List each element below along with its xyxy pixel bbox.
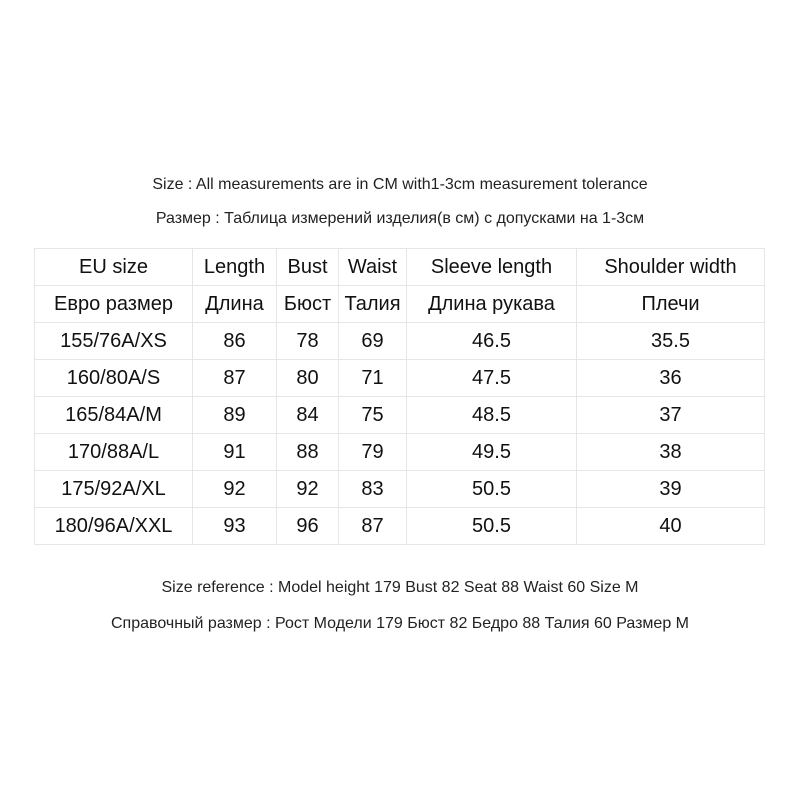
header-cell: Талия — [339, 286, 407, 323]
sleeve-length-cell: 50.5 — [407, 471, 577, 508]
header-cell: Плечи — [577, 286, 765, 323]
header-row-ru — [35, 286, 765, 323]
table-row — [35, 471, 765, 508]
measurement-note-ru: Размер : Таблица измерений изделия(в см) с допусками на 1-3см — [155, 210, 645, 227]
bust-cell: 88 — [277, 434, 339, 471]
header-cell: Shoulder width — [577, 249, 765, 286]
header-cell: Длина — [193, 286, 277, 323]
header-cell: Bust — [277, 249, 339, 286]
bust-cell: 80 — [277, 360, 339, 397]
length-cell: 86 — [193, 323, 277, 360]
sleeve-length-cell: 46.5 — [407, 323, 577, 360]
sleeve-length-cell: 47.5 — [407, 360, 577, 397]
size-cell: 180/96A/XXL — [35, 508, 193, 545]
length-cell: 91 — [193, 434, 277, 471]
measurement-note-en: Size : All measurements are in CM with1-3cm measurement tolerance — [152, 176, 648, 193]
length-cell: 87 — [193, 360, 277, 397]
table-row — [35, 323, 765, 360]
shoulder-width-cell: 39 — [577, 471, 765, 508]
waist-cell: 83 — [339, 471, 407, 508]
shoulder-width-cell: 36 — [577, 360, 765, 397]
sleeve-length-cell: 50.5 — [407, 508, 577, 545]
size-cell: 165/84A/M — [35, 397, 193, 434]
size-cell: 170/88A/L — [35, 434, 193, 471]
size-cell: 160/80A/S — [35, 360, 193, 397]
shoulder-width-cell: 40 — [577, 508, 765, 545]
bust-cell: 92 — [277, 471, 339, 508]
length-cell: 89 — [193, 397, 277, 434]
table-row — [35, 397, 765, 434]
header-cell: Евро размер — [35, 286, 193, 323]
waist-cell: 75 — [339, 397, 407, 434]
header-cell: Бюст — [277, 286, 339, 323]
table-row — [35, 508, 765, 545]
length-cell: 93 — [193, 508, 277, 545]
length-cell: 92 — [193, 471, 277, 508]
size-cell: 175/92A/XL — [35, 471, 193, 508]
sleeve-length-cell: 48.5 — [407, 397, 577, 434]
shoulder-width-cell: 35.5 — [577, 323, 765, 360]
table-row — [35, 360, 765, 397]
header-cell: EU size — [35, 249, 193, 286]
header-cell: Sleeve length — [407, 249, 577, 286]
waist-cell: 71 — [339, 360, 407, 397]
header-cell: Длина рукава — [407, 286, 577, 323]
shoulder-width-cell: 37 — [577, 397, 765, 434]
bust-cell: 96 — [277, 508, 339, 545]
waist-cell: 79 — [339, 434, 407, 471]
header-cell: Length — [193, 249, 277, 286]
waist-cell: 69 — [339, 323, 407, 360]
shoulder-width-cell: 38 — [577, 434, 765, 471]
bust-cell: 84 — [277, 397, 339, 434]
waist-cell: 87 — [339, 508, 407, 545]
sleeve-length-cell: 49.5 — [407, 434, 577, 471]
size-cell: 155/76A/XS — [35, 323, 193, 360]
size-chart-table — [34, 248, 765, 545]
header-cell: Waist — [339, 249, 407, 286]
bust-cell: 78 — [277, 323, 339, 360]
header-row-en — [35, 249, 765, 286]
table-row — [35, 434, 765, 471]
size-reference-ru: Справочный размер : Рост Модели 179 Бюст 82 Бедро 88 Талия 60 Размер М — [110, 615, 689, 632]
size-reference-en: Size reference : Model height 179 Bust 82 Seat 88 Waist 60 Size M — [161, 579, 639, 596]
